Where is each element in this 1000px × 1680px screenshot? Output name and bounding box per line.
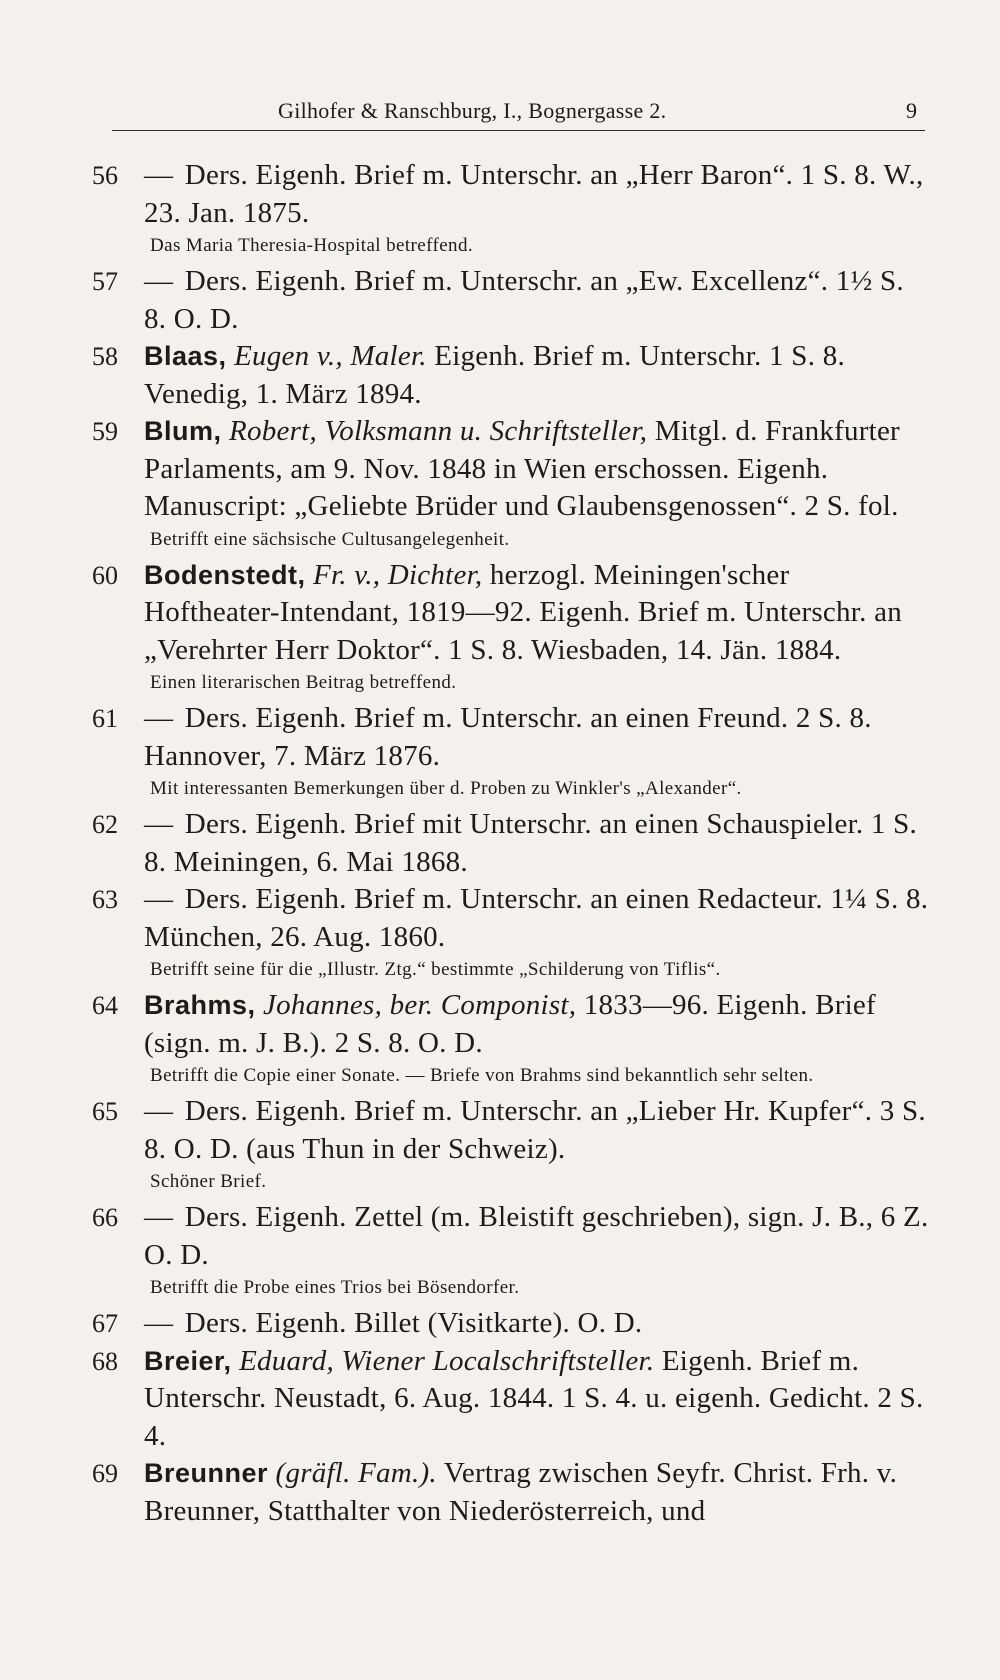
entry-author-qualifier: Johannes, ber. Componist,	[263, 989, 577, 1021]
ditto-dash: —	[144, 1307, 174, 1339]
entry-description: 1833—96. Eigenh. Brief (sign. m. J. B.). 2 S. 8. O. D.	[144, 989, 876, 1059]
entry-author-name: Breunner	[144, 1458, 269, 1488]
page-number: 9	[906, 98, 917, 123]
entry-number: 60	[92, 560, 118, 590]
entry-author-name: Bodenstedt,	[144, 559, 306, 590]
entry-author-qualifier: Eugen v., Maler.	[234, 340, 427, 372]
entry-text	[144, 157, 932, 232]
entry-description: Ders. Eigenh. Billet (Visitkarte). O. D.	[184, 1307, 643, 1339]
catalog-entry	[92, 157, 932, 260]
catalog-entry	[92, 1199, 932, 1302]
entry-text	[144, 557, 932, 670]
entry-description: Ders. Eigenh. Brief m. Unterschr. an einen Freund. 2 S. 8. Hannover, 7. März 1876.	[144, 702, 872, 772]
ditto-dash: —	[144, 1095, 174, 1127]
entry-text	[144, 413, 932, 526]
entry-text	[144, 1343, 932, 1456]
entry-author-name: Breier,	[144, 1345, 232, 1376]
entry-note: Das Maria Theresia-Hospital betreffend.	[150, 235, 474, 256]
entry-description: Eigenh. Brief m. Unterschr. Neustadt, 6. Aug. 1844. 1 S. 4. u. eigenh. Gedicht. 2 S. 4.	[144, 1344, 924, 1452]
catalog-entry	[92, 700, 932, 803]
entry-author-name: Brahms,	[144, 990, 256, 1020]
page-header	[112, 96, 925, 131]
entry-author-name: Blum,	[144, 416, 222, 446]
entry-author-qualifier: Fr. v., Dichter,	[313, 558, 483, 591]
entry-text	[144, 881, 932, 956]
entry-description: Mitgl. d. Frankfurter Parlaments, am 9. Nov. 1848 in Wien erschossen. Eigenh. Manuscript: „Geliebte Brüder und Glaubensgenossen“. 2 S. fol.	[144, 415, 900, 522]
catalog-entry	[92, 987, 932, 1090]
catalog-entry	[92, 557, 932, 698]
catalog-entries	[92, 157, 932, 1530]
ditto-dash: —	[144, 702, 174, 734]
entry-number: 61	[92, 704, 118, 733]
entry-text	[144, 987, 932, 1062]
entry-text	[144, 1093, 932, 1168]
entry-description: Ders. Eigenh. Zettel (m. Bleistift geschrieben), sign. J. B., 6 Z. O. D.	[144, 1201, 929, 1271]
entry-description: Ders. Eigenh. Brief m. Unterschr. an „Lieber Hr. Kupfer“. 3 S. 8. O. D. (aus Thun in der Schweiz).	[144, 1095, 926, 1165]
entry-number: 57	[92, 267, 118, 296]
catalog-entry	[92, 338, 932, 413]
entry-note: Schöner Brief.	[150, 1171, 267, 1192]
ditto-dash: —	[144, 159, 174, 191]
ditto-dash: —	[144, 883, 174, 915]
entry-number: 59	[92, 417, 118, 446]
catalog-entry	[92, 1305, 932, 1343]
entry-number: 63	[92, 885, 118, 914]
entry-number: 62	[92, 810, 118, 839]
entry-description: Eigenh. Brief m. Unterschr. 1 S. 8. Venedig, 1. März 1894.	[144, 340, 845, 410]
entry-text	[144, 263, 932, 338]
ditto-dash: —	[144, 808, 174, 840]
entry-number: 58	[92, 342, 118, 371]
entry-description: Ders. Eigenh. Brief m. Unterschr. an „Herr Baron“. 1 S. 8. W., 23. Jan. 1875.	[144, 159, 924, 229]
entry-text	[144, 806, 932, 881]
entry-note: Betrifft seine für die „Illustr. Ztg.“ bestimmte „Schilderung von Tiflis“.	[150, 959, 721, 980]
entry-note: Einen literarischen Beitrag betreffend.	[150, 672, 457, 693]
catalog-entry	[92, 1455, 932, 1530]
entry-text	[144, 1305, 932, 1343]
entry-number: 64	[92, 991, 118, 1020]
entry-note: Mit interessanten Bemerkungen über d. Proben zu Winkler's „Alexander“.	[150, 778, 742, 799]
entry-author-qualifier: (gräfl. Fam.).	[275, 1457, 437, 1489]
entry-text	[144, 338, 932, 413]
entry-number: 66	[92, 1203, 118, 1232]
entry-description: Ders. Eigenh. Brief m. Unterschr. an „Ew. Excellenz“. 1½ S. 8. O. D.	[144, 265, 904, 335]
entry-number: 65	[92, 1097, 118, 1126]
entry-number: 56	[92, 161, 118, 190]
entry-author-qualifier: Eduard, Wiener Localschriftsteller.	[239, 1344, 655, 1377]
entry-description: Ders. Eigenh. Brief mit Unterschr. an einen Schauspieler. 1 S. 8. Meiningen, 6. Mai 1868.	[144, 808, 918, 878]
entry-number: 67	[92, 1309, 118, 1338]
entry-text	[144, 700, 932, 775]
entry-number: 69	[92, 1459, 118, 1488]
entry-description: Vertrag zwischen Seyfr. Christ. Frh. v. Breunner, Statthalter von Niederösterreich, und	[144, 1457, 898, 1527]
entry-author-name: Blaas,	[144, 341, 227, 371]
entry-author-qualifier: Robert, Volksmann u. Schriftsteller,	[229, 415, 648, 447]
catalog-entry	[92, 1093, 932, 1196]
running-head: Gilhofer & Ranschburg, I., Bognergasse 2.	[278, 98, 667, 123]
catalog-entry	[92, 413, 932, 554]
entry-description: Ders. Eigenh. Brief m. Unterschr. an einen Redacteur. 1¼ S. 8. München, 26. Aug. 1860.	[144, 883, 929, 953]
entry-number: 68	[92, 1346, 118, 1376]
entry-text	[144, 1199, 932, 1274]
entry-note: Betrifft die Copie einer Sonate. — Briefe von Brahms sind bekanntlich sehr selten.	[150, 1065, 814, 1086]
catalog-entry	[92, 263, 932, 338]
entry-text	[144, 1455, 932, 1530]
entry-note: Betrifft eine sächsische Cultusangelegenheit.	[150, 528, 510, 550]
catalog-entry	[92, 1343, 932, 1456]
entry-note: Betrifft die Probe eines Trios bei Bösendorfer.	[150, 1277, 520, 1298]
ditto-dash: —	[144, 1201, 174, 1233]
catalog-entry	[92, 881, 932, 984]
entry-description: herzogl. Meiningen'scher Hoftheater-Intendant, 1819—92. Eigenh. Brief m. Unterschr. an „Verehrter Herr Doktor“. 1 S. 8. Wiesbaden, 14. Jän. 1884.	[144, 558, 902, 666]
catalog-entry	[92, 806, 932, 881]
ditto-dash: —	[144, 265, 174, 297]
